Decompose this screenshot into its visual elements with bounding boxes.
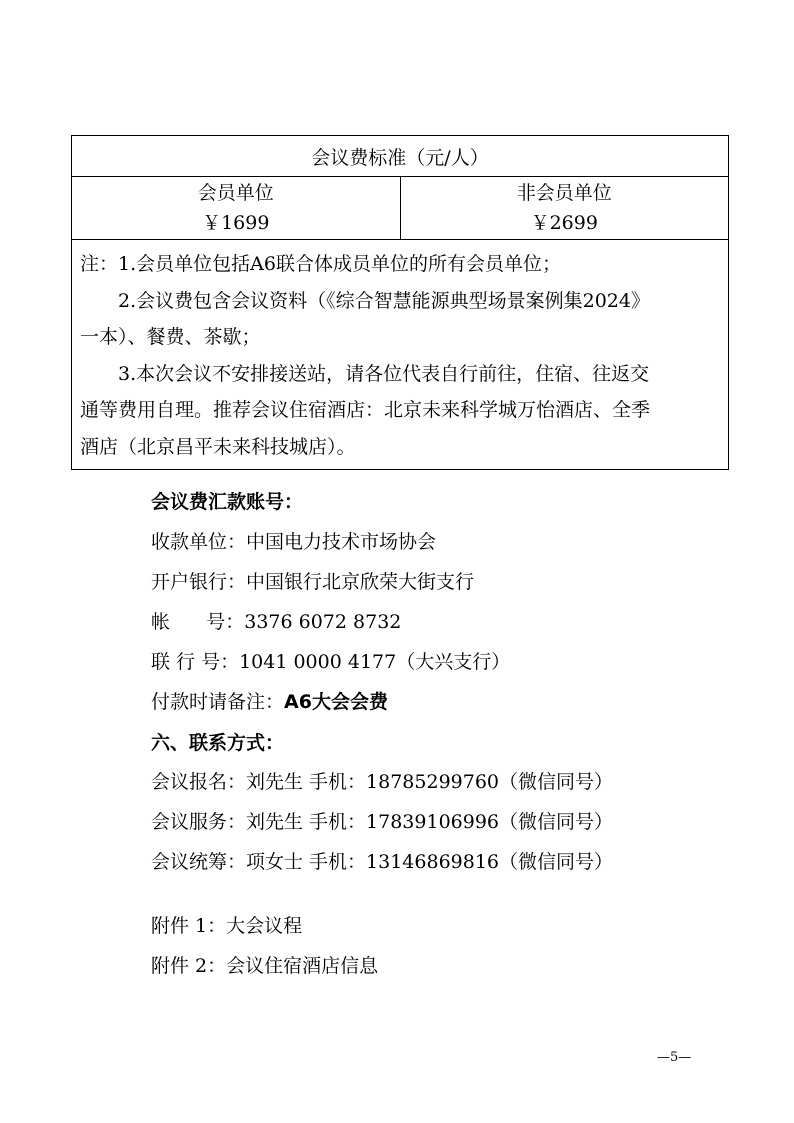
note-line-4: 3.本次会议不安排接送站，请各位代表自行前往，住宿、往返交: [118, 362, 650, 385]
note-line-5: 通等费用自理。推荐会议住宿酒店：北京未来科学城万怡酒店、全季: [80, 399, 651, 421]
nonmember-label: 非会员单位: [516, 182, 612, 204]
payment-remark-value: A6大会会费: [284, 691, 388, 713]
member-price: ￥1699: [202, 212, 270, 234]
attachment-2: 附件 2：会议住宿酒店信息: [151, 955, 379, 977]
payment-remark-prefix: 付款时请备注：: [151, 691, 285, 713]
account-bank: 开户银行：中国银行北京欣荣大街支行: [151, 571, 475, 593]
contact-line-coordination: 会议统筹：项女士 手机：13146869816（微信同号）: [151, 851, 614, 873]
account-payee: 收款单位：中国电力技术市场协会: [151, 531, 437, 553]
payment-remark: [151, 687, 388, 714]
contact-line-service: 会议服务：刘先生 手机：17839106996（微信同号）: [151, 811, 614, 833]
note-line-1: 注：1.会员单位包括A6联合体成员单位的所有会员单位；: [80, 253, 561, 275]
member-cell: [72, 177, 401, 240]
account-bank-code: 联 行 号：1041 0000 4177（大兴支行）: [151, 651, 511, 673]
contact-line-registration: 会议报名：刘先生 手机：18785299760（微信同号）: [151, 771, 614, 793]
fee-table-header: 会议费标准（元/人）: [72, 136, 729, 177]
account-title: 会议费汇款账号：: [151, 491, 304, 513]
contact-title: 六、联系方式：: [151, 732, 285, 754]
note-line-3: 一本）、餐费、茶歇；: [80, 326, 261, 348]
nonmember-price: ￥2699: [530, 212, 598, 234]
attachment-1: 附件 1：大会议程: [151, 915, 303, 937]
note-line-6: 酒店（北京昌平未来科技城店）。: [80, 435, 356, 458]
member-label: 会员单位: [197, 182, 274, 204]
page-number: —5—: [657, 1050, 692, 1065]
account-number: 帐 号：3376 6072 8732: [151, 611, 402, 633]
nonmember-cell: [400, 177, 729, 240]
fee-table: [71, 135, 729, 470]
fee-notes: [72, 240, 729, 470]
note-line-2: 2.会议费包含会议资料（《综合智慧能源典型场景案例集2024》: [118, 289, 650, 312]
